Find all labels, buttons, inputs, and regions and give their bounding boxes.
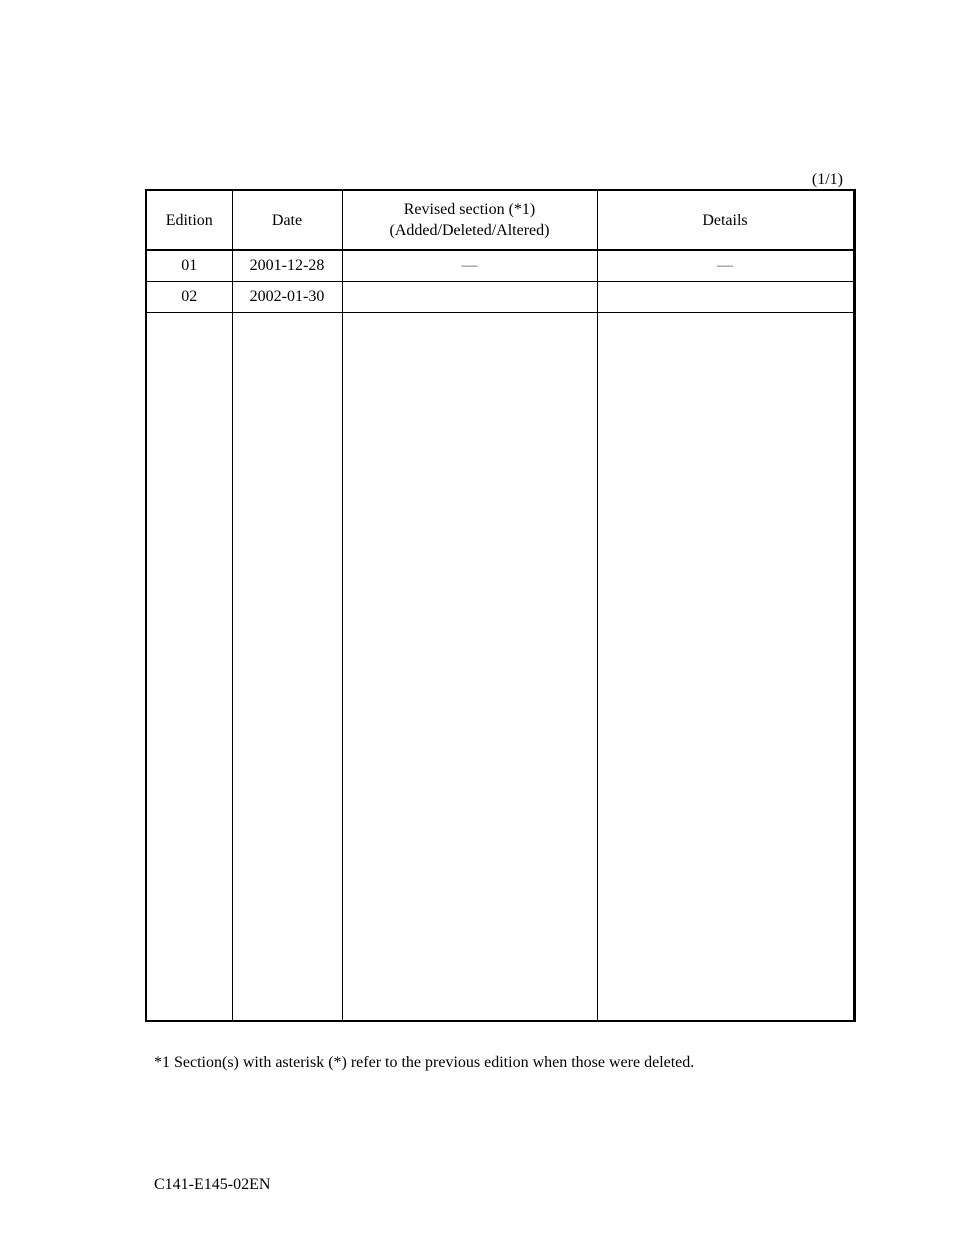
table-row: [146, 250, 854, 281]
page-counter: (1/1): [811, 171, 843, 188]
empty-cell: [232, 312, 342, 1021]
document-code: C141-E145-02EN: [154, 1176, 271, 1193]
header-date: Date: [232, 190, 342, 250]
table-header-row: [146, 190, 854, 250]
cell-details: —: [597, 250, 854, 281]
cell-revised-section: —: [342, 250, 597, 281]
cell-details: [597, 281, 854, 312]
header-edition: Edition: [146, 190, 232, 250]
cell-date: 2001-12-28: [232, 250, 342, 281]
empty-cell: [597, 312, 854, 1021]
cell-revised-section: [342, 281, 597, 312]
revision-history-table: [145, 189, 856, 1022]
header-revised-section-line1: Revised section (*1): [403, 201, 536, 218]
header-details: Details: [597, 190, 854, 250]
table-row: [146, 281, 854, 312]
header-revised-section-line2: (Added/Deleted/Altered): [389, 222, 550, 239]
empty-cell: [342, 312, 597, 1021]
footnote: *1 Section(s) with asterisk (*) refer to the previous edition when those were deleted.: [154, 1054, 695, 1071]
header-revised-section: [342, 190, 597, 250]
cell-edition: 02: [146, 281, 232, 312]
cell-date: 2002-01-30: [232, 281, 342, 312]
empty-cell: [146, 312, 232, 1021]
cell-edition: 01: [146, 250, 232, 281]
table-empty-row: [146, 312, 854, 1021]
